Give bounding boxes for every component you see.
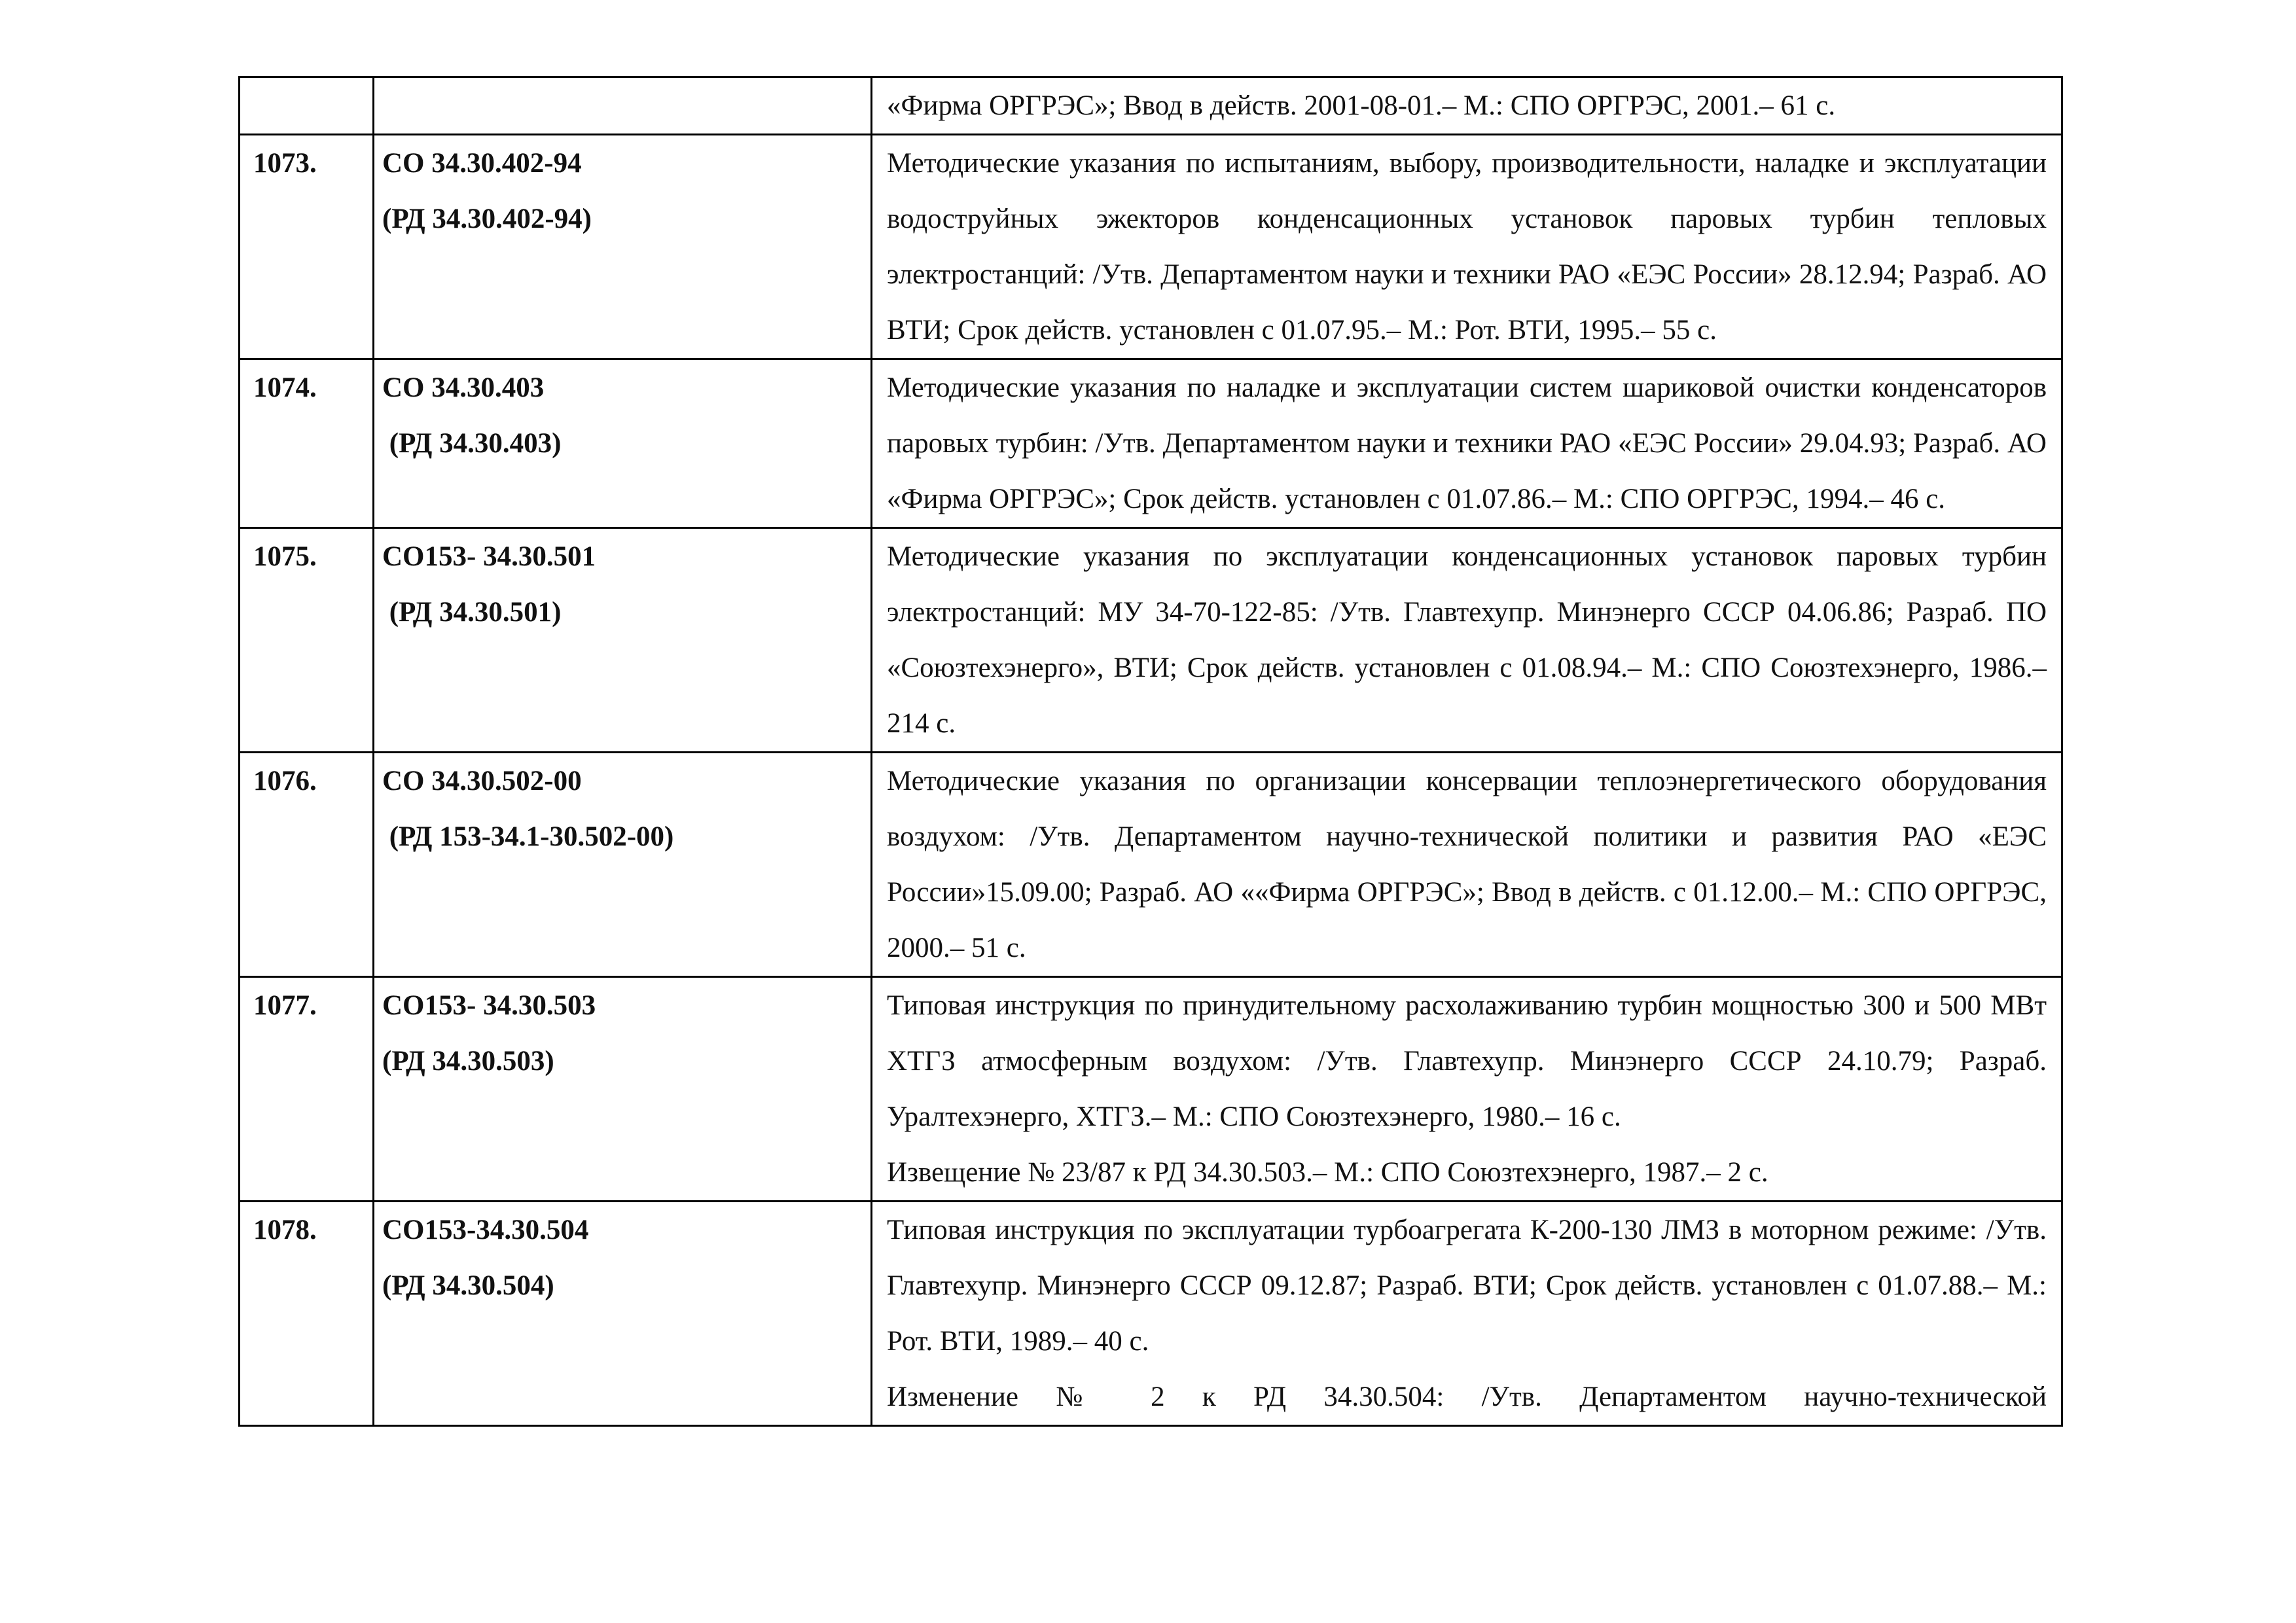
description-paragraph: Методические указания по наладке и эксплуатации систем шариковой очистки конденсаторов паровых турбин: /Утв. Департаментом науки и техники РАО «ЕЭС России» 29.04.93; Разраб. АО «Фирма ОРГРЭС»; Срок действ. установлен с 01.07.86.– М.: СПО ОРГРЭС, 1994.– 46 с. [887,372,2047,514]
description-paragraph: «Фирма ОРГРЭС»; Ввод в действ. 2001-08-01.– М.: СПО ОРГРЭС, 2001.– 61 с. [887,90,1836,121]
document-description [872,529,2061,751]
description-cell [872,977,2062,1202]
code-legacy: (РД 34.30.504) [382,1270,554,1301]
entry-number [240,78,372,133]
reference-table [238,76,2063,1427]
document-code [374,360,870,471]
code-legacy: (РД 153-34.1-30.502-00) [382,821,674,852]
number-cell [240,1202,374,1426]
description-cell [872,135,2062,359]
document-description [872,1202,2061,1425]
document-code [374,529,870,640]
number-cell [240,528,374,753]
code-primary: СО 34.30.502-00 [382,766,582,796]
code-legacy: (РД 34.30.503) [382,1046,554,1077]
code-cell [374,977,872,1202]
entry-number: 1078. [253,1215,317,1245]
document-description [872,78,2061,134]
code-primary: СО 34.30.402-94 [382,148,582,179]
code-primary: СО153-34.30.504 [382,1215,589,1245]
description-cell [872,359,2062,528]
notice-paragraph: Извещение № 23/87 к РД 34.30.503.– М.: СПО Союзтехэнерго, 1987.– 2 с. [887,1157,1768,1188]
number-cell [240,359,374,528]
entry-number: 1077. [253,990,317,1021]
description-paragraph: Методические указания по испытаниям, выбору, производительности, наладке и эксплуатации водоструйных эжекторов конденсационных установок паровых турбин тепловых электростанций: /Утв. Департаментом науки и техники РАО «ЕЭС России» 28.12.94; Разраб. АО ВТИ; Срок действ. установлен с 01.07.95.– М.: Рот. ВТИ, 1995.– 55 с. [887,148,2047,346]
entry-number: 1076. [253,766,317,796]
code-cell [374,528,872,753]
document-description [872,135,2061,358]
code-cell [374,753,872,977]
document-description [872,360,2061,527]
document-description [872,753,2061,976]
description-paragraph: Типовая инструкция по эксплуатации турбоагрегата К-200-130 ЛМЗ в моторном режиме: /Утв. Главтехупр. Минэнерго СССР 09.12.87; Разраб. ВТИ; Срок действ. установлен с 01.07.88.– М.: Рот. ВТИ, 1989.– 40 с. [887,1215,2047,1357]
code-primary: СО153- 34.30.501 [382,541,596,572]
number-cell [240,135,374,359]
code-legacy: (РД 34.30.501) [382,597,562,628]
entry-number: 1075. [253,541,317,572]
document-description [872,978,2061,1200]
description-cell [872,753,2062,977]
table-row-1078 [240,1202,2062,1426]
code-cell [374,1202,872,1426]
number-cell [240,977,374,1202]
code-cell [374,135,872,359]
number-cell [240,77,374,135]
code-cell [374,359,872,528]
entry-number: 1073. [253,148,317,179]
number-cell [240,753,374,977]
description-cell [872,528,2062,753]
document-code [374,1202,870,1313]
amendment-paragraph: Изменение № 2 к РД 34.30.504: /Утв. Департаментом научно-технической [887,1382,2047,1412]
table-row-continuation [240,77,2062,135]
code-primary: СО153- 34.30.503 [382,990,596,1021]
document-code [374,978,870,1089]
description-paragraph: Методические указания по организации консервации теплоэнергетического оборудования воздухом: /Утв. Департаментом научно-технической политики и развития РАО «ЕЭС России»15.09.00; Разраб. АО ««Фирма ОРГРЭС»; Ввод в действ. с 01.12.00.– М.: СПО ОРГРЭС, 2000.– 51 с. [887,766,2047,963]
document-code [374,753,870,865]
description-cell [872,1202,2062,1426]
table-row-1073 [240,135,2062,359]
code-primary: СО 34.30.403 [382,372,545,403]
description-paragraph: Типовая инструкция по принудительному расхолаживанию турбин мощностью 300 и 500 МВт ХТГЗ атмосферным воздухом: /Утв. Главтехупр. Минэнерго СССР 24.10.79; Разраб. Уралтехэнерго, ХТГЗ.– М.: СПО Союзтехэнерго, 1980.– 16 с. [887,990,2047,1132]
description-paragraph: Методические указания по эксплуатации конденсационных установок паровых турбин электростанций: МУ 34-70-122-85: /Утв. Главтехупр. Минэнерго СССР 04.06.86; Разраб. ПО «Союзтехэнерго», ВТИ; Срок действ. установлен с 01.08.94.– М.: СПО Союзтехэнерго, 1986.– 214 с. [887,541,2047,739]
code-legacy: (РД 34.30.402-94) [382,204,592,234]
description-cell [872,77,2062,135]
table-row-1075 [240,528,2062,753]
code-cell [374,77,872,135]
document-code [374,135,870,247]
code-legacy: (РД 34.30.403) [382,428,562,459]
table-row-1074 [240,359,2062,528]
document-code [374,78,870,133]
table-row-1077 [240,977,2062,1202]
table-row-1076 [240,753,2062,977]
reference-table-body [240,77,2062,1426]
entry-number: 1074. [253,372,317,403]
